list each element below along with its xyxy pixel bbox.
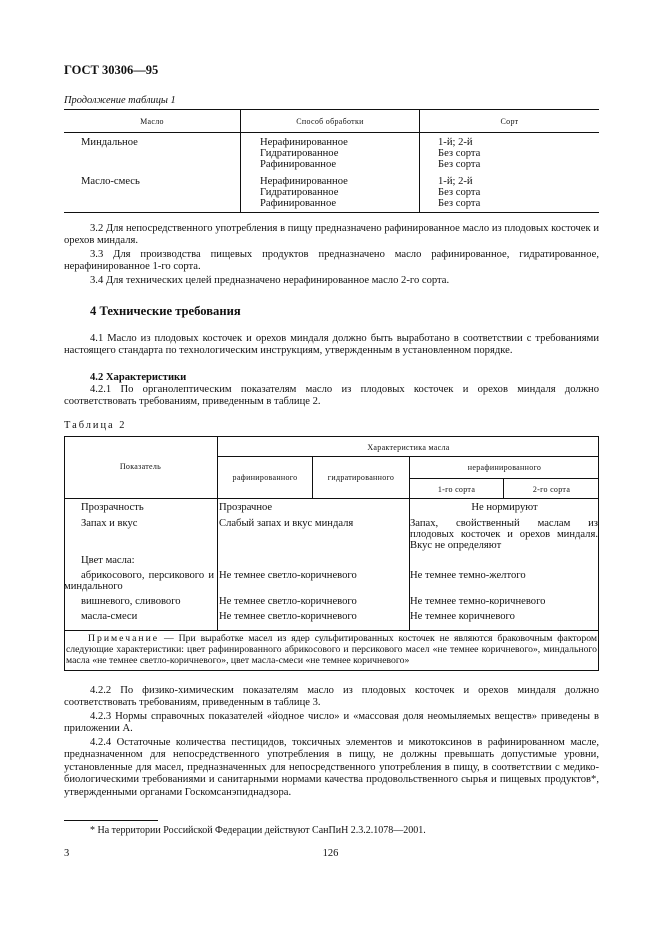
table1-row2-methods: Нерафинированное Гидратированное Рафинированное xyxy=(260,176,348,210)
paragraph-4-1: 4.1 Масло из плодовых косточек и орехов миндаля должно быть выработано в соответствии с требованиями настоящего стандарта по технологическим инструкциям, утвержденным в установленном порядке. xyxy=(64,333,599,357)
table2-header-refined: рафинированного xyxy=(232,473,298,482)
table1-row1-grades: 1-й; 2-й Без сорта Без сорта xyxy=(438,137,481,171)
table2-color-apricot-unrefined: Не темнее темно-желтого xyxy=(410,570,526,581)
table2-color-blend-refined: Не темнее светло-коричневого xyxy=(219,611,357,622)
table1-row2-grades: 1-й; 2-й Без сорта Без сорта xyxy=(438,176,481,210)
table2-header-indicator: Показатель xyxy=(119,462,162,471)
table2-row-color-blend: масла-смеси xyxy=(81,611,138,622)
footnote: * На территории Российской Федерации действуют СанПиН 2.3.2.1078—2001. xyxy=(90,825,426,836)
table2-row-color-cherry: вишневого, сливового xyxy=(81,596,181,607)
table2-note-label: Примечание xyxy=(88,633,160,644)
table2-transparency-refined: Прозрачное xyxy=(219,502,273,513)
table2-row-transparency: Прозрачность xyxy=(81,502,144,513)
paragraph-3-2: 3.2 Для непосредственного употребления в пищу предназначено рафинированное масло из плодовых косточек и орехов миндаля. xyxy=(64,223,599,247)
paragraph-4-2-4: 4.2.4 Остаточные количества пестицидов, токсичных элементов и микотоксинов в рафинированном масле, предназначенном для непосредственного употребления в пищу, не должны превышать допустимые уровни, установленные для масел, предназначенных для непосредственного употребления в пищу, в соответствии с медико-биологическими требованиями и санитарными нормами качества продовольственного сырья и пищевых продуктов*, утвержденными органами Госкомсанэпиднадзора. xyxy=(64,737,599,798)
subsection-4-2-title: 4.2 Характеристики xyxy=(90,372,187,383)
table2-color-apricot-refined: Не темнее светло-коричневого xyxy=(219,570,357,581)
document-header: ГОСТ 30306—95 xyxy=(64,63,159,77)
table2-header-unrefined: нерафинированного xyxy=(467,463,542,472)
table2-header-hydrated: гидратированного xyxy=(327,473,395,482)
table1-row1-oil: Миндальное xyxy=(81,137,138,148)
section-4-title: 4 Технические требования xyxy=(90,304,241,318)
table1-row2-oil: Масло-смесь xyxy=(81,176,140,187)
table2-row-color-apricot: абрикосового, персикового и миндального xyxy=(64,570,214,593)
table1-caption: Продолжение таблицы 1 xyxy=(64,95,176,106)
table2-caption: Таблица 2 xyxy=(64,420,127,431)
paragraph-3-3: 3.3 Для производства пищевых продуктов предназначено масло рафинированное, гидратированное, нерафинированное 1-го сорта. xyxy=(64,249,599,273)
table1-header-grade: Сорт xyxy=(500,117,519,126)
table2-header-grade1: 1-го сорта xyxy=(437,485,476,494)
paragraph-3-4: 3.4 Для технических целей предназначено нерафинированное масло 2-го сорта. xyxy=(90,275,450,286)
table2-smell-taste-refined: Слабый запах и вкус миндаля xyxy=(219,518,354,529)
table2-row-smell-taste: Запах и вкус xyxy=(81,518,138,529)
paragraph-4-2-3: 4.2.3 Нормы справочных показателей «йодное число» и «массовая доля неомыляемых веществ» приведены в приложении А. xyxy=(64,711,599,735)
table2-color-blend-unrefined: Не темнее коричневого xyxy=(410,611,515,622)
page-number-center: 126 xyxy=(322,848,339,859)
table1-row1-methods: Нерафинированное Гидратированное Рафинированное xyxy=(260,137,348,171)
table2-smell-taste-unrefined: Запах, свойственный маслам из плодовых косточек и орехов миндаля. Вкус не определяют xyxy=(410,518,598,552)
table1-header-method: Способ обработки xyxy=(296,117,364,126)
table2-row-color: Цвет масла: xyxy=(81,555,135,566)
table2-header-group: Характеристика масла xyxy=(367,443,450,452)
table2-header-grade2: 2-го сорта xyxy=(532,485,571,494)
table2-transparency-unrefined: Не нормируют xyxy=(471,502,538,513)
table1-header-oil: Масло xyxy=(140,117,164,126)
table2-note xyxy=(66,633,597,667)
paragraph-4-2-2: 4.2.2 По физико-химическим показателям масло из плодовых косточек и орехов миндаля должно соответствовать требованиям, приведенным в таблице 3. xyxy=(64,685,599,709)
table2-color-cherry-unrefined: Не темнее темно-коричневого xyxy=(410,596,546,607)
table2-color-cherry-refined: Не темнее светло-коричневого xyxy=(219,596,357,607)
page-number-left: 3 xyxy=(64,848,70,859)
paragraph-4-2-1: 4.2.1 По органолептическим показателям масло из плодовых косточек и орехов миндаля должно соответствовать требованиям, приведенным в таблице 2. xyxy=(64,384,599,408)
table2-note-text: — При выработке масел из ядер сульфитированных косточек не являются браковочным фактором следующие характеристики: цвет рафинированного абрикосового и персикового масел «не темнее коричневого», миндального масла «не темнее светло-коричневого», цвет масла-смеси «не темнее коричневого» xyxy=(66,633,598,667)
